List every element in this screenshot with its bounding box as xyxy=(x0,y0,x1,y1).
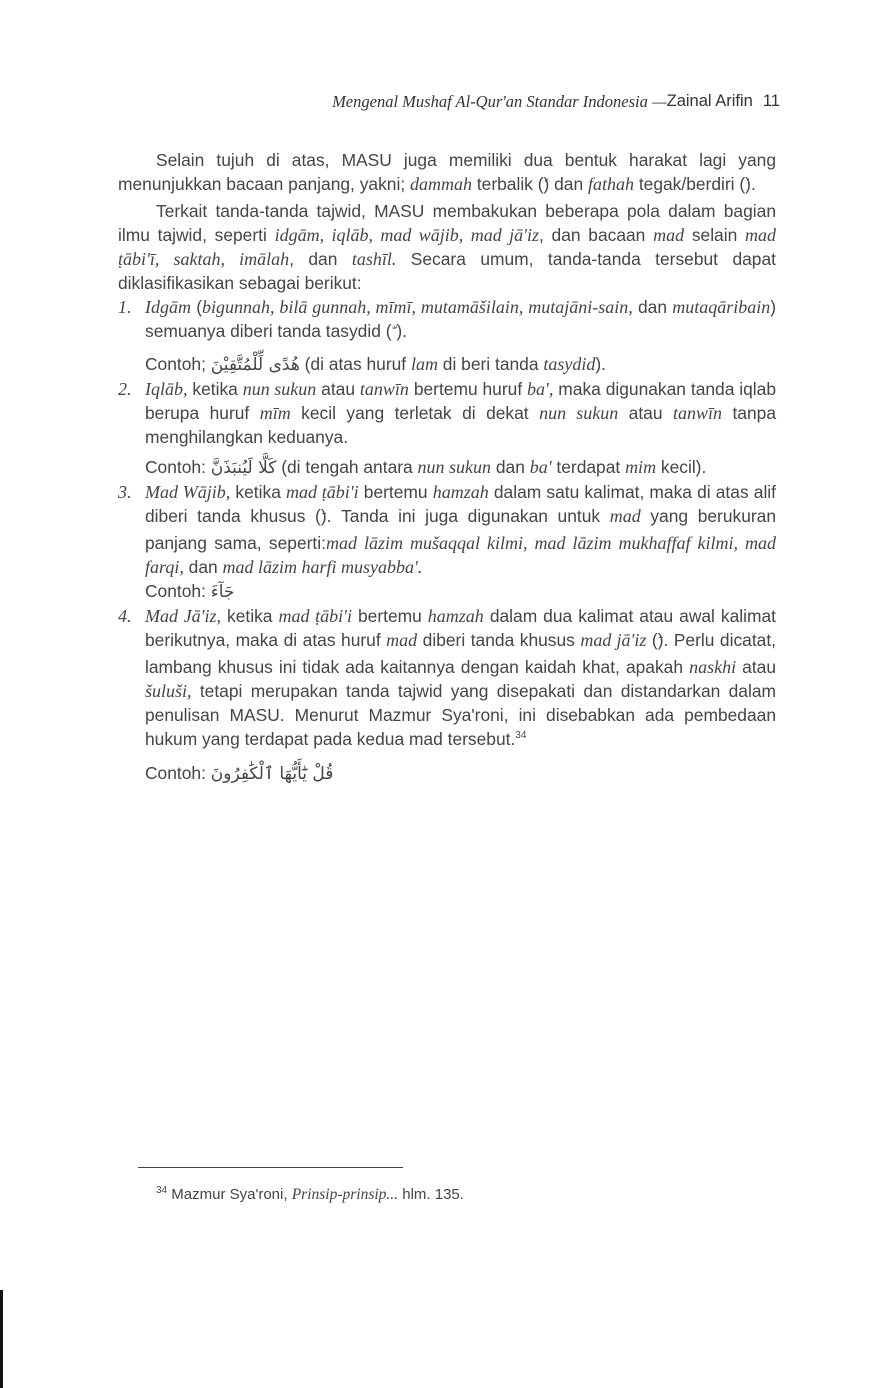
example-mad-jaiz: Contoh: قُلْ يَٰٓأَيُّهَا ٱلْكَٰفِرُونَ xyxy=(145,763,334,784)
list-number: 1. xyxy=(118,297,132,317)
tajwid-list xyxy=(118,295,776,786)
paragraph-harakat: Selain tujuh di atas, MASU juga memiliki dua bentuk harakat lagi yang menunjukkan bacaan panjang, yakni; dammah terbalik () dan fathah tegak/berdiri (). xyxy=(118,150,776,194)
example-idgham: Contoh; هُدًى لِّلْمُتَّقِيْنَ (di atas huruf lam di beri tanda tasydid). xyxy=(145,354,606,375)
footnote-number: 34 xyxy=(156,1185,168,1196)
list-number: 3. xyxy=(118,482,132,502)
list-item-mad-jaiz: 4. Mad Jā'iz, ketika mad ṭābi'i bertemu hamzah dalam dua kalimat atau awal kalimat berikutnya, maka di atas huruf mad diberi tanda khusus mad jā'iz (). Perlu dicatat, lambang khusus ini tidak ada kaitannya dengan kaidah khat, apakah naskhi atau šuluši, tetapi merupakan tanda tajwid yang disepakati dan distandarkan dalam penulisan MASU. Menurut Mazmur Sya'roni, ini disebabkan ada pembedaan hukum yang terdapat pada kedua mad tersebut.$^{34}$ Contoh: قُلْ يَٰٓأَيُّهَا ٱلْكَٰفِرُونَ xyxy=(118,606,777,784)
example-mad-wajib: Contoh: جَآءَ xyxy=(145,581,235,602)
list-number: 2. xyxy=(118,379,132,399)
list-number: 4. xyxy=(118,606,132,626)
header-author: Zainal Arifin xyxy=(666,92,753,110)
footnote-divider xyxy=(138,1167,403,1168)
list-item-mad-wajib: 3. Mad Wājib, ketika mad ṭābi'i bertemu hamzah dalam satu kalimat, maka di atas alif diberi tanda khusus (). Tanda ini juga digunakan untuk mad yang berukuran panjang sama, seperti:mad lāzim mušaqqal kilmi, mad lāzim mukhaffaf kilmi, mad farqi, dan mad lāzim harfi musyabba'. Contoh: جَآءَ xyxy=(118,482,776,602)
arabic-example: كَلَّا لَيُنبَذَنَّ xyxy=(210,458,277,478)
arabic-example: هُدًى لِّلْمُتَّقِيْنَ xyxy=(210,355,300,375)
example-iqlab: Contoh: كَلَّا لَيُنبَذَنَّ (di tengah antara nun sukun dan ba' terdapat mim kecil). xyxy=(145,457,707,478)
scan-edge-mark xyxy=(0,1290,3,1388)
arabic-example: جَآءَ xyxy=(210,582,235,602)
footnote-reference[interactable]: 34 xyxy=(515,730,527,742)
page-number: 11 xyxy=(762,92,780,110)
footnote: $^{34}$ Mazmur Sya'roni, Prinsip-prinsip... hlm. 135. xyxy=(156,1185,464,1203)
header-title: Mengenal Mushaf Al-Qur'an Standar Indonesia — xyxy=(332,92,667,111)
arabic-example: قُلْ يَٰٓأَيُّهَا ٱلْكَٰفِرُونَ xyxy=(210,764,334,784)
paragraph-tajwid: Terkait tanda-tanda tajwid, MASU membakukan beberapa pola dalam bagian ilmu tajwid, seperti idgām, iqlāb, mad wājib, mad jā'iz, dan bacaan mad selain mad ṭābi'ī, saktah, imālah, dan tashīl. Secara umum, tanda-tanda tersebut dapat diklasifikasikan sebagai berikut: xyxy=(118,201,777,293)
list-item-iqlab: 2. Iqlāb, ketika nun sukun atau tanwīn bertemu huruf ba', maka digunakan tanda iqlab berupa huruf mīm kecil yang terletak di dekat nun sukun atau tanwīn tanpa menghilangkan keduanya. Contoh: كَلَّا لَيُنبَذَنَّ (di tengah antara nun sukun dan ba' terdapat mim kecil). xyxy=(118,379,777,478)
running-header xyxy=(210,92,780,112)
list-item-idgham: 1. Idgām (bigunnah, bilā gunnah, mīmī, mutamāšilain, mutajāni-sain, dan mutaqāribain) semuanya diberi tanda tasydid ( ). Contoh; هُدًى لِّلْمُتَّقِيْنَ (di atas huruf lam di beri tanda tasydid). xyxy=(118,297,777,375)
page-body xyxy=(118,148,776,786)
